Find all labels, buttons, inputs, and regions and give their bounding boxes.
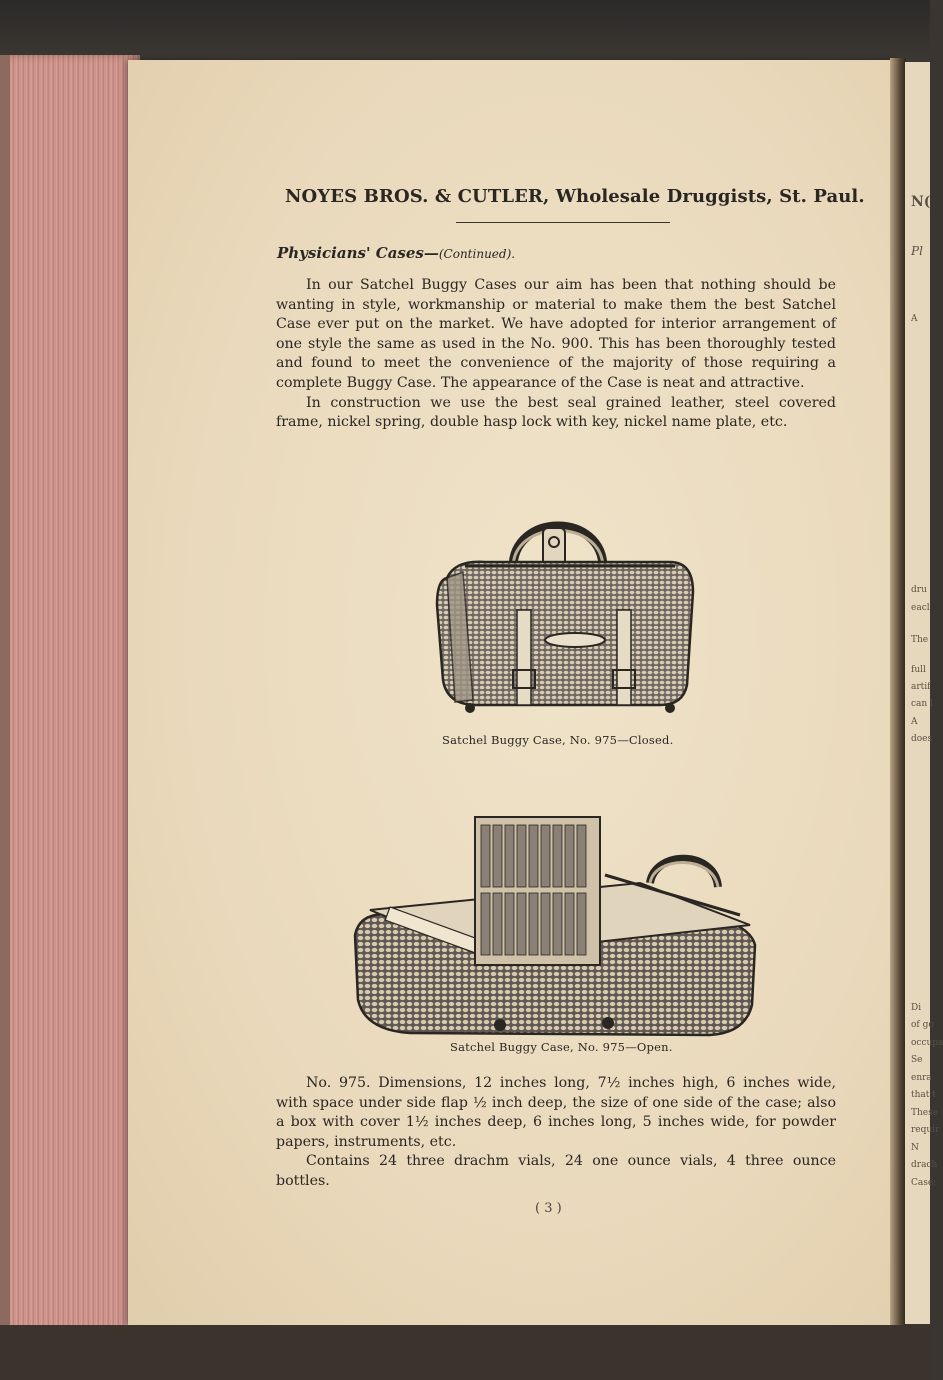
closed-satchel-illustration bbox=[425, 510, 705, 735]
next-page-fragment: The bbox=[911, 635, 929, 645]
scan-background-bottom bbox=[0, 1325, 930, 1380]
next-page-fragment: A bbox=[911, 314, 918, 324]
next-page-edge bbox=[905, 62, 943, 1324]
page-stack-edge bbox=[0, 55, 140, 1340]
open-satchel-illustration bbox=[350, 815, 760, 1040]
section-title-text: Physicians' Cases— bbox=[277, 244, 439, 262]
next-page-fragment: that t bbox=[911, 1090, 936, 1100]
next-page-fragment: Se bbox=[911, 1055, 923, 1065]
figure-caption: Satchel Buggy Case, No. 975—Open. bbox=[450, 1040, 673, 1054]
next-page-fragment: artif bbox=[911, 682, 931, 692]
next-page-fragment: N bbox=[911, 1143, 919, 1153]
header-rule bbox=[456, 222, 670, 223]
next-page-fragment: enra bbox=[911, 1073, 932, 1083]
paragraph: In our Satchel Buggy Cases our aim has been that nothing should be wanting in style, workmanship or material to make them the best Satchel Case ever put on the market. We have adopted for interior arrangement of one style the same as used in the No. 900. This has been thoroughly tested and found to meet the convenience of the majority of those requiring a complete Buggy Case. The appearance of the Case is neat and attractive. bbox=[276, 277, 836, 391]
next-page-fragment: A bbox=[911, 717, 918, 727]
paragraph: No. 975. Dimensions, 12 inches long, 7½ inches high, 6 inches wide, with space under side flap ½ inch deep, the size of one side of the case; also a box with cover 1½ inches deep, 6 inches long, 5 inches wide, for powder papers, instruments, etc. bbox=[276, 1075, 836, 1150]
figure-caption: Satchel Buggy Case, No. 975—Closed. bbox=[442, 733, 674, 747]
next-page-fragment: Di bbox=[911, 1003, 922, 1013]
page-number: ( 3 ) bbox=[535, 1201, 562, 1216]
next-page-fragment: does bbox=[911, 734, 933, 744]
next-page-fragment: Case; bbox=[911, 1178, 937, 1188]
section-title bbox=[277, 244, 515, 262]
running-head: NOYES BROS. & CUTLER, Wholesale Druggists, St. Paul. bbox=[285, 186, 865, 207]
next-page-fragment: N( bbox=[911, 194, 931, 210]
next-page-fragment: can l bbox=[911, 699, 933, 709]
description-text bbox=[276, 1074, 836, 1192]
section-continued: (Continued). bbox=[438, 247, 516, 261]
next-page-fragment: full bbox=[911, 665, 926, 675]
intro-text bbox=[276, 276, 836, 433]
next-page-fragment: dru bbox=[911, 585, 927, 595]
next-page-fragment: occupa bbox=[911, 1038, 943, 1048]
next-page-fragment: Pl bbox=[911, 244, 923, 258]
next-page-fragment: These bbox=[911, 1108, 939, 1118]
next-page-fragment: drach bbox=[911, 1160, 938, 1170]
paragraph: Contains 24 three drachm vials, 24 one ounce vials, 4 three ounce bottles. bbox=[276, 1153, 836, 1189]
next-page-fragment: of go bbox=[911, 1020, 934, 1030]
book-gutter bbox=[890, 58, 906, 1328]
next-page-fragment: eacl bbox=[911, 603, 930, 613]
next-page-fragment: requir bbox=[911, 1125, 940, 1135]
scan-background-top bbox=[0, 0, 930, 62]
paragraph: In construction we use the best seal grained leather, steel covered frame, nickel spring, double hasp lock with key, nickel name plate, etc. bbox=[276, 394, 836, 431]
